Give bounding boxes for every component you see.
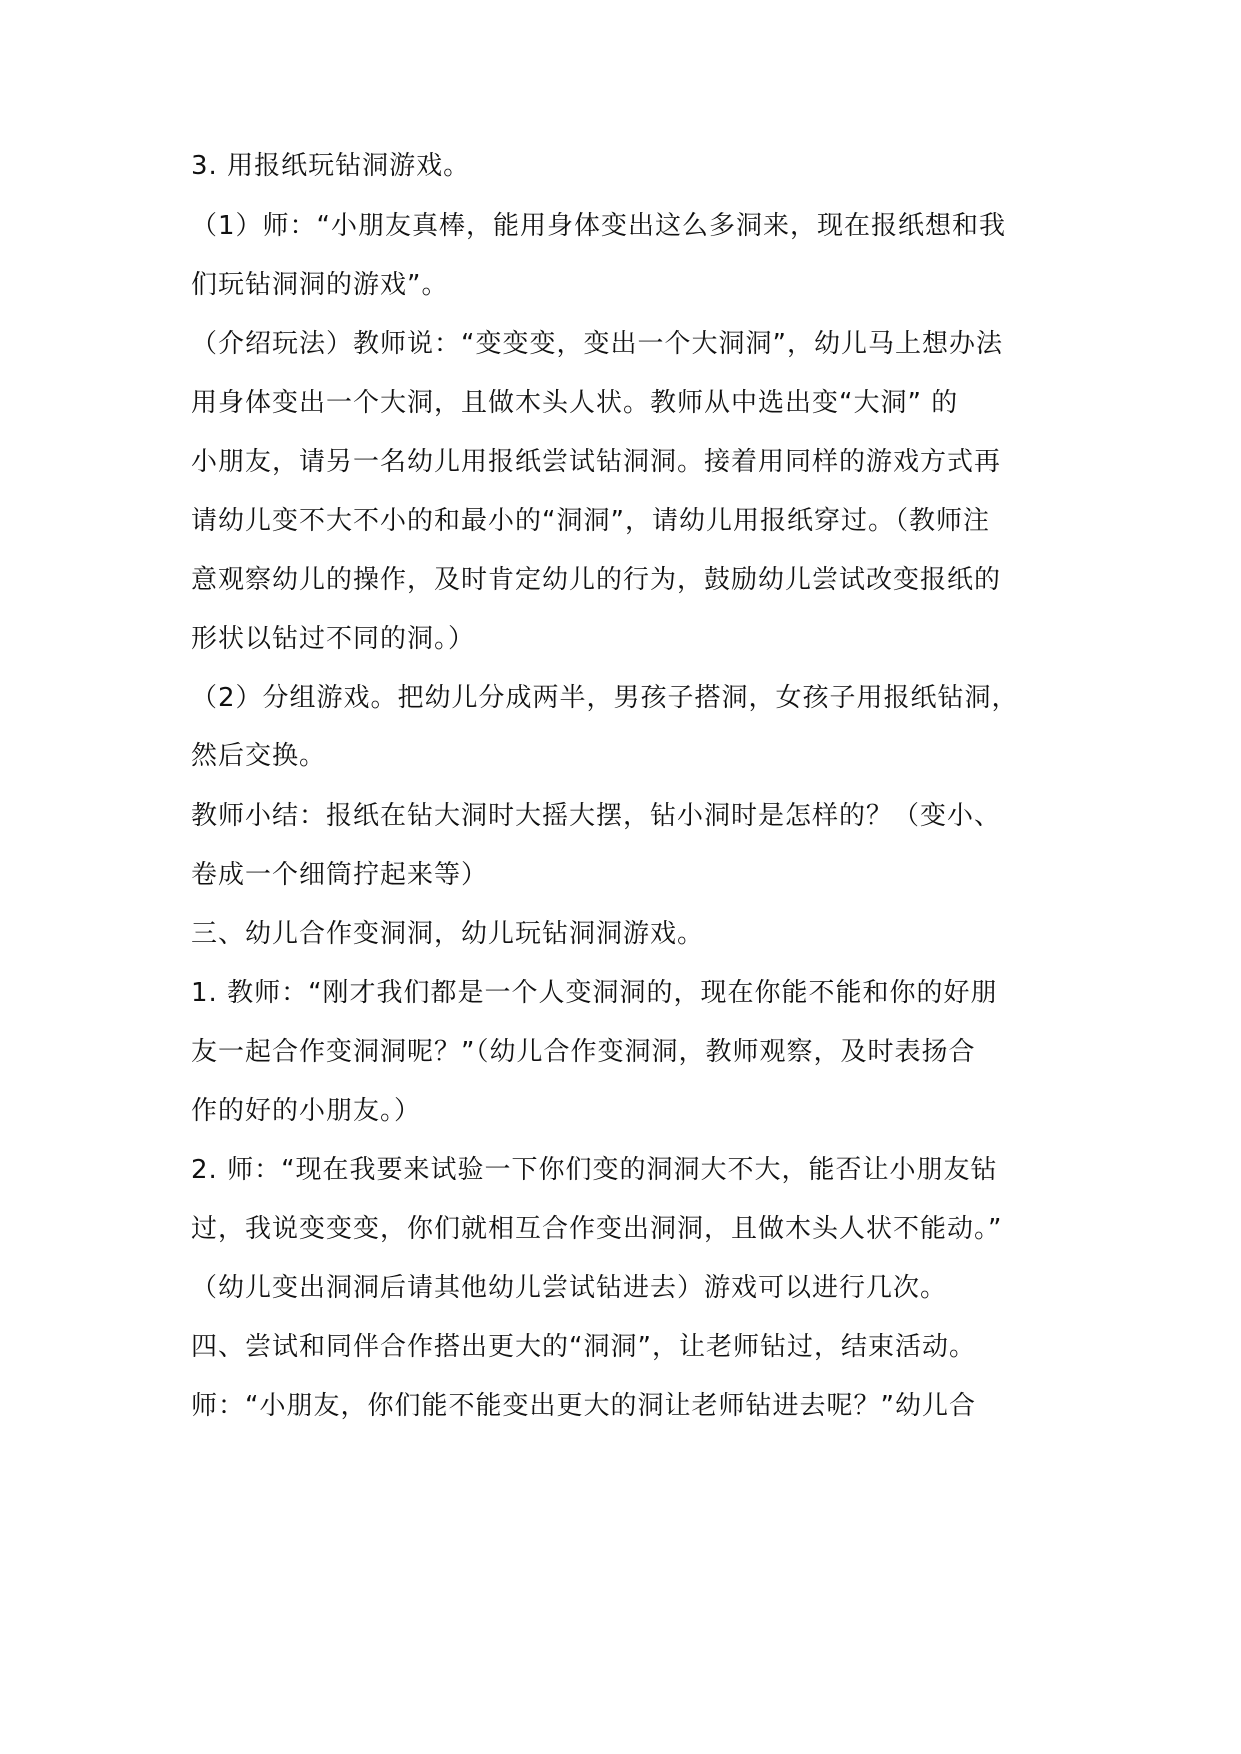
text-line: 友一起合作变洞洞呢？”（幼儿合作变洞洞，教师观察，及时表扬合 (191, 1037, 976, 1067)
text-line: （2）分组游戏。把幼儿分成两半，男孩子搭洞，女孩子用报纸钻洞， (191, 683, 1019, 713)
text-line: 意观察幼儿的操作，及时肯定幼儿的行为，鼓励幼儿尝试改变报纸的 (191, 565, 1002, 595)
text-line: 3. 用报纸玩钻洞游戏。 (191, 151, 471, 181)
text-line: 作的好的小朋友。） (191, 1096, 422, 1126)
text-line: 教师小结：报纸在钻大洞时大摇大摆，钻小洞时是怎样的？（变小、 (191, 801, 1002, 831)
text-line: （幼儿变出洞洞后请其他幼儿尝试钻进去）游戏可以进行几次。 (191, 1273, 948, 1303)
text-line: 请幼儿变不大不小的和最小的“洞洞”，请幼儿用报纸穿过。（教师注 (191, 506, 990, 536)
text-line: （介绍玩法）教师说：“变变变，变出一个大洞洞”，幼儿马上想办法 (191, 329, 1003, 359)
text-line: （1）师：“小朋友真棒，能用身体变出这么多洞来，现在报纸想和我 (191, 211, 1007, 241)
text-line: 2. 师：“现在我要来试验一下你们变的洞洞大不大，能否让小朋友钻 (191, 1155, 998, 1185)
text-line: 们玩钻洞洞的游戏”。 (191, 270, 449, 300)
text-line: 三、幼儿合作变洞洞，幼儿玩钻洞洞游戏。 (191, 919, 705, 949)
text-line: 过，我说变变变，你们就相互合作变出洞洞，且做木头人状不能动。” (191, 1214, 1003, 1244)
text-line: 师：“小朋友，你们能不能变出更大的洞让老师钻进去呢？”幼儿合 (191, 1391, 976, 1421)
text-line: 四、尝试和同伴合作搭出更大的“洞洞”，让老师钻过，结束活动。 (191, 1332, 976, 1362)
text-line: 然后交换。 (191, 741, 327, 771)
text-line: 用身体变出一个大洞，且做木头人状。教师从中选出变“大洞” 的 (191, 388, 959, 418)
text-line: 1. 教师：“刚才我们都是一个人变洞洞的，现在你能不能和你的好朋 (191, 978, 998, 1008)
text-line: 小朋友，请另一名幼儿用报纸尝试钻洞洞。接着用同样的游戏方式再 (191, 447, 1002, 477)
text-line: 卷成一个细筒拧起来等） (191, 860, 489, 890)
text-line: 形状以钻过不同的洞。） (191, 624, 476, 654)
